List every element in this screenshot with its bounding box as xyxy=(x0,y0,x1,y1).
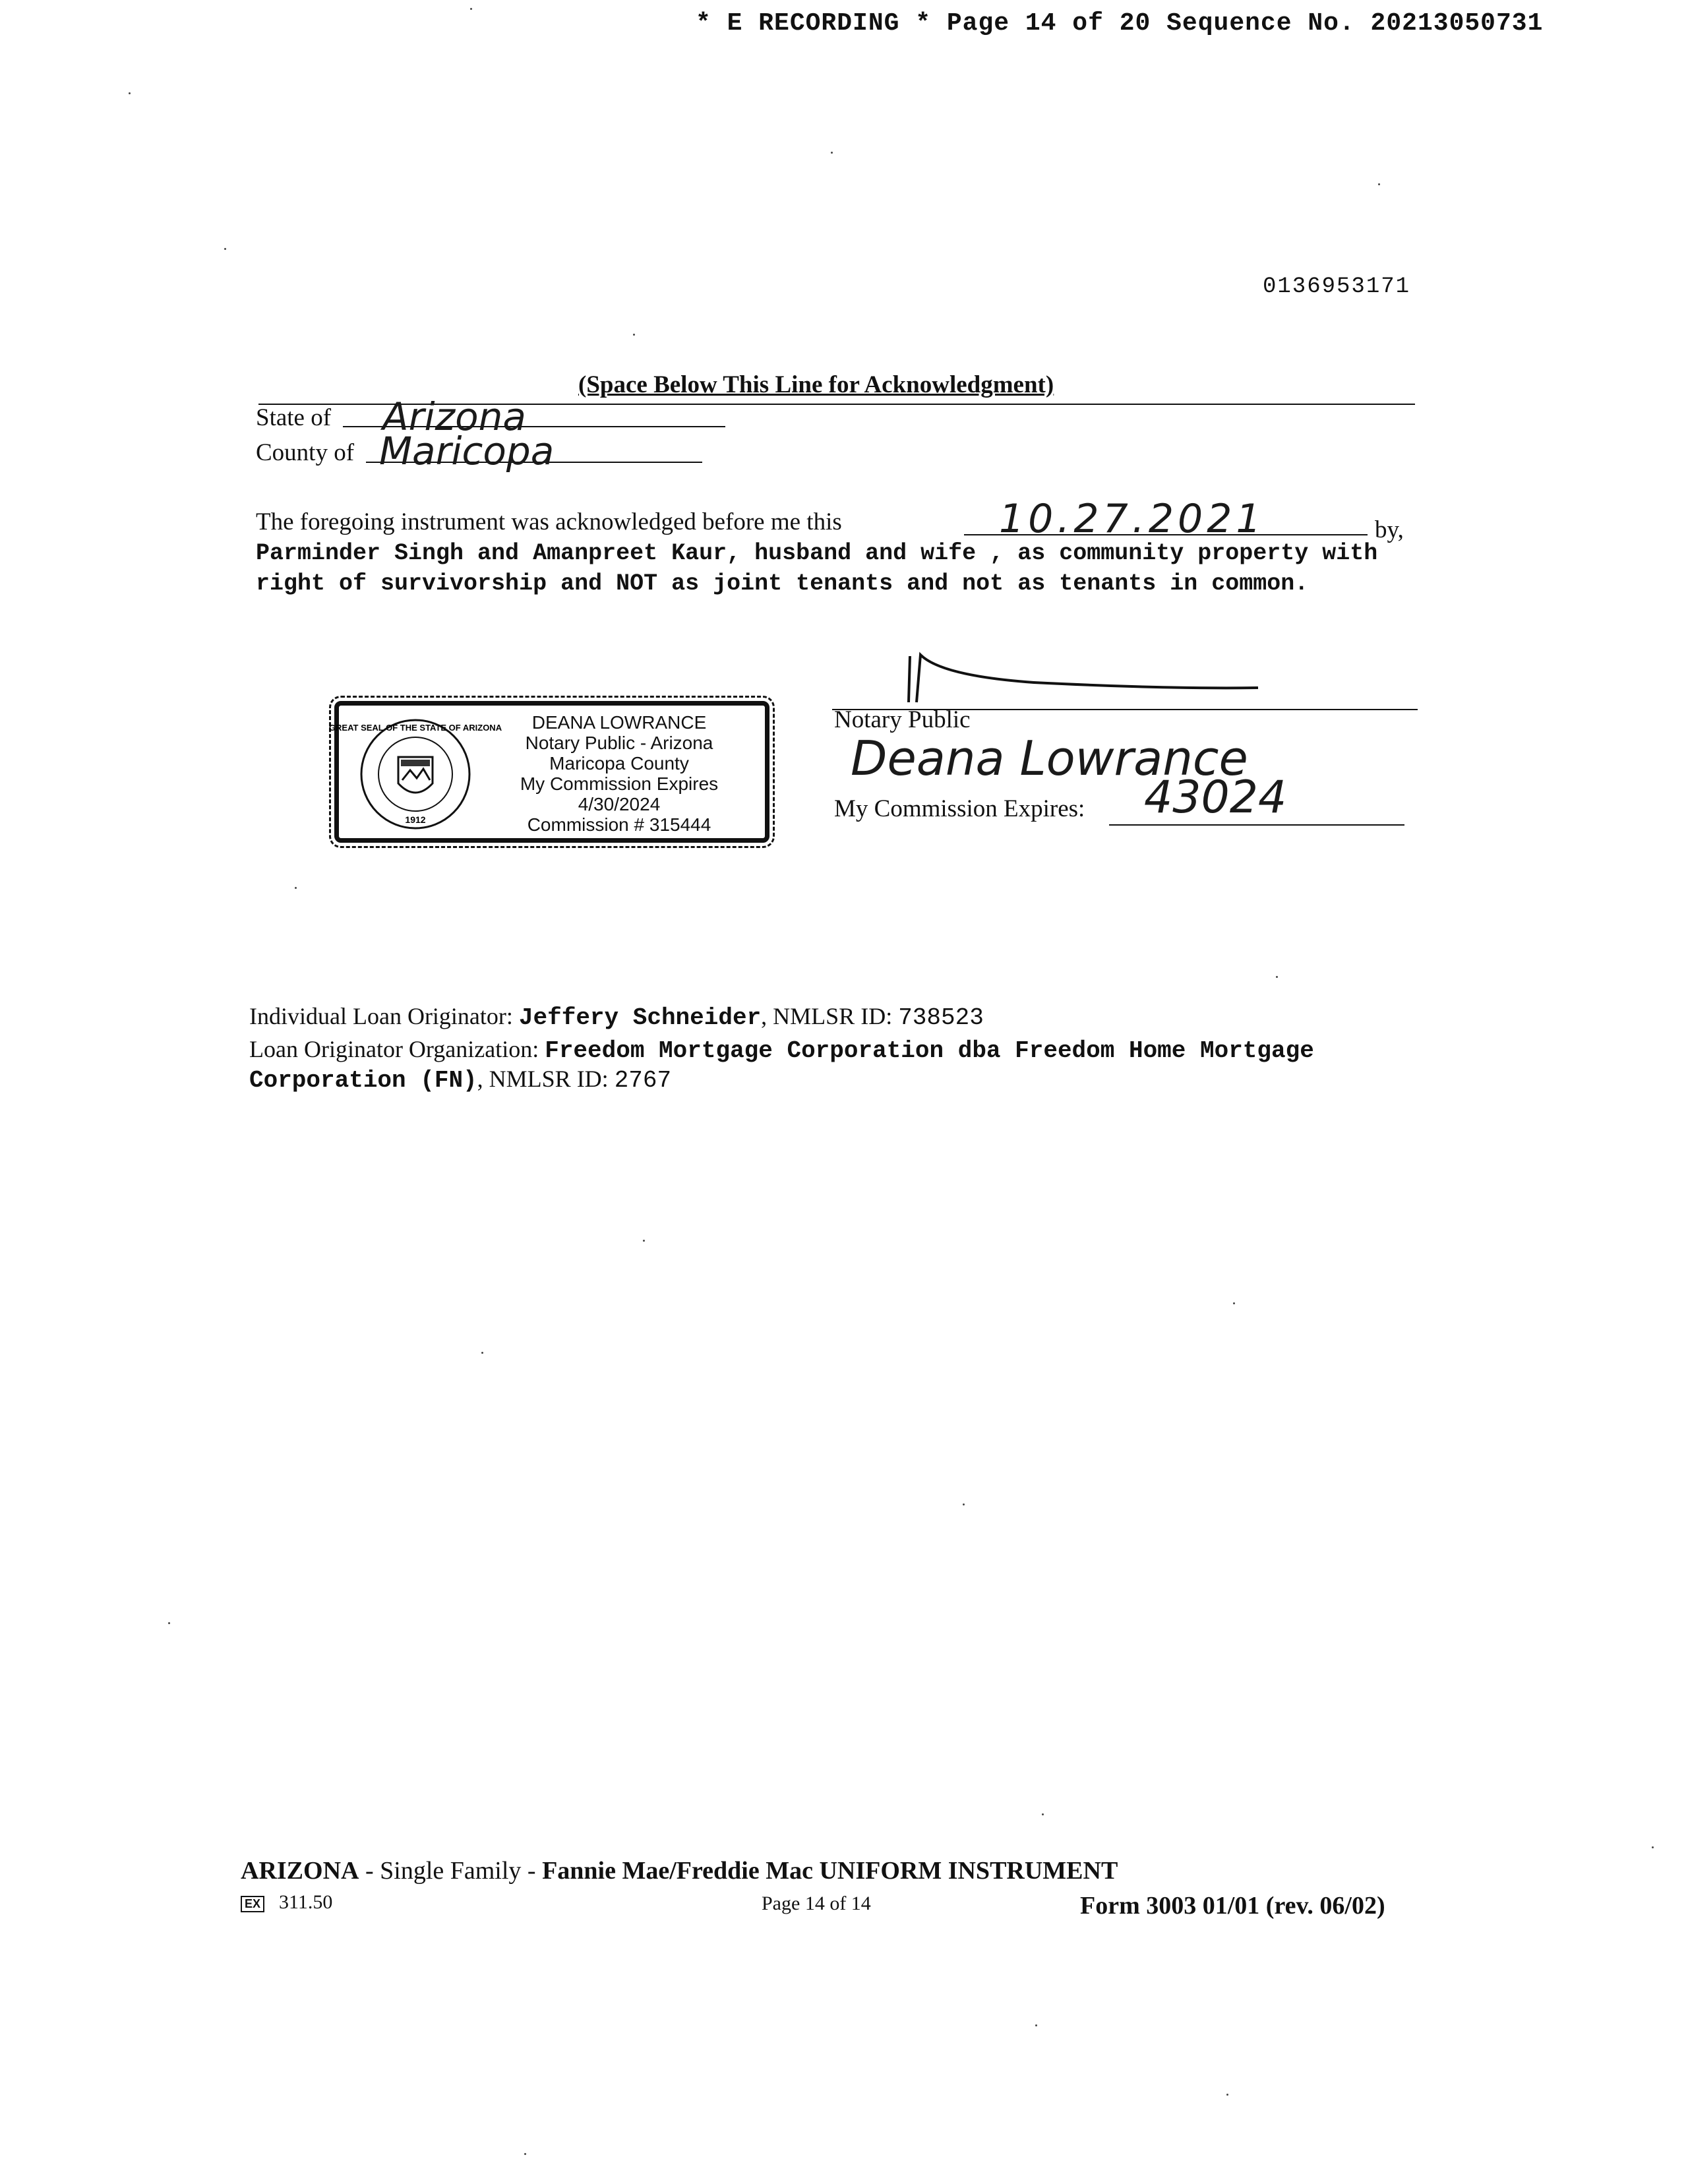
scan-speck xyxy=(1276,976,1278,978)
footer-form-number: Form 3003 01/01 (rev. 06/02) xyxy=(1080,1892,1385,1920)
scan-speck xyxy=(1652,1846,1654,1848)
org-originator-label: Loan Originator Organization: xyxy=(249,1036,539,1062)
notary-signature xyxy=(902,650,1271,702)
state-handwritten-value: Arizona xyxy=(382,394,526,439)
scan-speck xyxy=(295,887,297,889)
ex-badge-icon: EX xyxy=(241,1896,264,1912)
loan-number: 0136953171 xyxy=(1263,274,1411,299)
scan-speck xyxy=(224,248,226,250)
org-nmlsr-label: , NMLSR ID: xyxy=(477,1066,609,1092)
scan-speck xyxy=(1378,183,1380,185)
county-label: County of xyxy=(256,439,355,466)
footer-separator: - Single Family - xyxy=(359,1857,543,1885)
commission-fill-line xyxy=(1109,824,1404,826)
loan-originator-organization xyxy=(249,1035,1436,1095)
acknowledgment-parties: Parminder Singh and Amanpreet Kaur, husband and wife , as community property with right of survivorship and NOT as joint tenants and not as tenants in common. xyxy=(256,540,1378,597)
state-label: State of xyxy=(256,404,332,431)
acknowledgment-intro: The foregoing instrument was acknowledged before me this xyxy=(256,508,842,535)
stamp-notary-title: Notary Public - Arizona xyxy=(525,733,713,753)
footer-instrument: Fannie Mae/Freddie Mac UNIFORM INSTRUMENT xyxy=(542,1857,1118,1885)
notary-printed-name: Deana Lowrance xyxy=(851,731,1248,786)
notary-stamp xyxy=(328,701,769,843)
footer-page-number: Page 14 of 14 xyxy=(762,1893,871,1914)
stamp-commission-number: Commission # 315444 xyxy=(527,814,711,835)
recording-header: * E RECORDING * Page 14 of 20 Sequence No. 20213050731 xyxy=(696,9,1544,38)
individual-nmlsr-label: , NMLSR ID: xyxy=(761,1003,893,1029)
scan-speck xyxy=(963,1503,965,1505)
individual-originator-label: Individual Loan Originator: xyxy=(249,1003,513,1029)
arizona-state-seal-icon xyxy=(328,717,502,831)
stamp-county: Maricopa County xyxy=(549,753,689,774)
org-originator-name: Freedom Mortgage Corporation dba Freedom Home Mortgage Corporation (FN) xyxy=(249,1037,1314,1094)
scan-speck xyxy=(168,1622,170,1624)
scan-speck xyxy=(643,1240,645,1242)
stamp-expires-label: My Commission Expires xyxy=(520,774,719,794)
individual-originator-name: Jeffery Schneider xyxy=(518,1004,762,1031)
scan-speck xyxy=(1233,1302,1235,1304)
scan-speck xyxy=(470,8,472,10)
stamp-expires-date: 4/30/2024 xyxy=(578,794,661,814)
scan-speck xyxy=(831,152,833,154)
county-handwritten-value: Maricopa xyxy=(379,429,555,473)
org-nmlsr-id: 2767 xyxy=(614,1067,672,1094)
scan-speck xyxy=(1042,1813,1044,1815)
commission-expires-label: My Commission Expires: xyxy=(834,795,1085,822)
scan-speck xyxy=(129,92,131,94)
footer-form-code xyxy=(241,1891,332,1914)
scan-speck xyxy=(524,2153,526,2155)
individual-nmlsr-id: 738523 xyxy=(898,1004,984,1031)
notary-stamp-text xyxy=(481,712,758,835)
individual-loan-originator xyxy=(249,1002,984,1031)
seal-year: 1912 xyxy=(405,814,426,825)
notary-public-label: Notary Public xyxy=(834,706,971,733)
acknowledgment-heading: (Space Below This Line for Acknowledgment) xyxy=(576,371,1056,399)
footer-code: 311.50 xyxy=(279,1891,333,1913)
scan-speck xyxy=(1226,2094,1228,2096)
scan-speck xyxy=(633,334,635,336)
seal-text: GREAT SEAL OF THE STATE OF ARIZONA xyxy=(328,723,502,733)
stamp-notary-name: DEANA LOWRANCE xyxy=(531,712,707,733)
acknowledgment-by: by, xyxy=(1375,516,1404,543)
footer-state: ARIZONA xyxy=(241,1857,359,1885)
scan-speck xyxy=(481,1352,483,1354)
footer-title xyxy=(241,1856,1118,1885)
acknowledgment-date: 10.27.2021 xyxy=(999,496,1265,542)
commission-expires-value: 43024 xyxy=(1144,772,1287,824)
scan-speck xyxy=(1035,2024,1037,2026)
